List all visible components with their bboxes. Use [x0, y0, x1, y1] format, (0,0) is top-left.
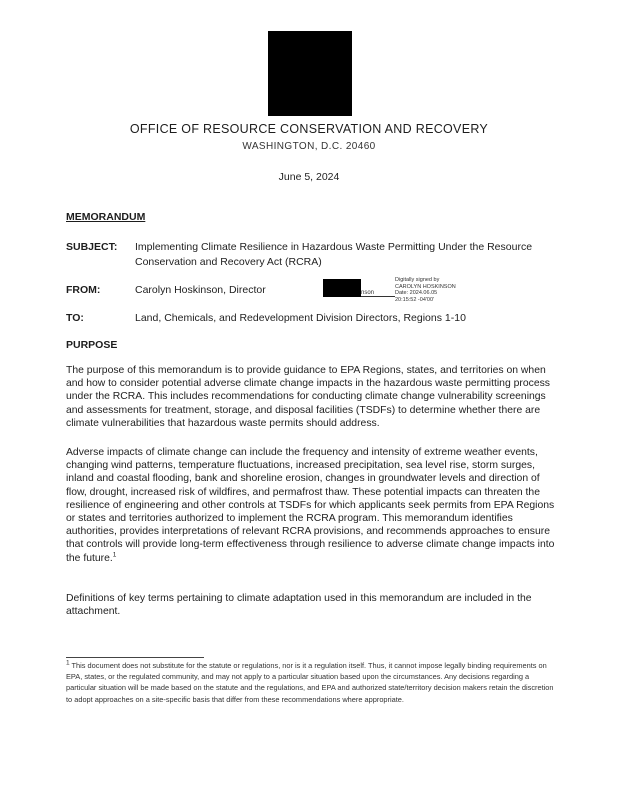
- digital-signature-line: 20:15:52 -04'00': [395, 296, 435, 303]
- digital-signature-block: [395, 277, 475, 303]
- purpose-paragraph-3: Definitions of key terms pertaining to climate adaptation used in this memorandum are included in the attachment.: [66, 593, 532, 618]
- purpose-heading: PURPOSE: [66, 339, 118, 351]
- to-label: TO:: [66, 312, 84, 324]
- redacted-signature: [323, 279, 361, 297]
- paragraph-2-text: Adverse impacts of climate change can include the frequency and intensity of extreme weather events, changing wind patterns, temperature fluctuations, increased precipitation, sea level rise, storm surges, inland and coastal flooding, bank and shoreline erosion, changes in groundwater levels and direction of flow, drought, increased risk of wildfires, and permafrost thaw. These potential impacts can threaten the resilience of engineering and other controls at TSDFs for which applicants seek permits from EPA Regions or states and territories authorized to implement the RCRA program. This memorandum identifies authorities, provides interpretations of relevant RCRA provisions, and recommends approaches to ensure that controls will provide long-term effectiveness through resilience to adverse climate change impacts into the future.: [66, 447, 555, 564]
- to-value: Land, Chemicals, and Redevelopment Division Directors, Regions 1-10: [135, 312, 466, 324]
- digital-signature-line: Date: 2024.06.05: [395, 290, 438, 296]
- signature-name-fragment: nson: [361, 290, 395, 297]
- subject-value: Implementing Climate Resilience in Hazardous Waste Permitting Under the Resource Conservation and Recovery Act (RCRA): [135, 241, 533, 268]
- footnote-reference: 1: [112, 551, 117, 559]
- purpose-paragraph-2: [66, 446, 558, 565]
- subject-label: SUBJECT:: [66, 241, 118, 253]
- redacted-seal: [268, 31, 352, 116]
- digital-signature-line: CAROLYN HOSKINSON: [395, 283, 456, 290]
- digital-signature-line: Digitally signed by: [395, 277, 440, 283]
- purpose-paragraph-1: The purpose of this memorandum is to provide guidance to EPA Regions, states, and territories on when and how to consider potential adverse climate change impacts in the hazardous waste permitting process under the RCRA. This includes recommendations for conducting climate change vulnerability screenings and assessments for treatment, storage, and disposal facilities (TSDFs) to determine whether there are climate vulnerabilities that hazardous waste permits should address.: [66, 365, 551, 429]
- footnote: [66, 660, 560, 705]
- footnote-number: 1: [66, 659, 70, 667]
- office-address: WASHINGTON, D.C. 20460: [242, 141, 376, 152]
- footnote-text: This document does not substitute for the statute or regulations, nor is it a regulation itself. Thus, it cannot impose legally binding requirements on EPA, states, or the regulated community, and may not apply to a particular situation based upon the circumstances. Any decisions regarding a particular situation will be made based on the statute and the regulations, and EPA and authorized state/territory decision makers retain the discretion to adopt approaches on a site-specific basis that differ from these recommendations where appropriate.: [66, 661, 554, 704]
- office-title: OFFICE OF RESOURCE CONSERVATION AND RECOVERY: [129, 122, 489, 136]
- from-label: FROM:: [66, 284, 101, 296]
- footnote-divider: [66, 657, 204, 658]
- memo-date: June 5, 2024: [278, 171, 340, 183]
- memorandum-heading: MEMORANDUM: [66, 211, 146, 223]
- from-value: Carolyn Hoskinson, Director: [135, 284, 266, 296]
